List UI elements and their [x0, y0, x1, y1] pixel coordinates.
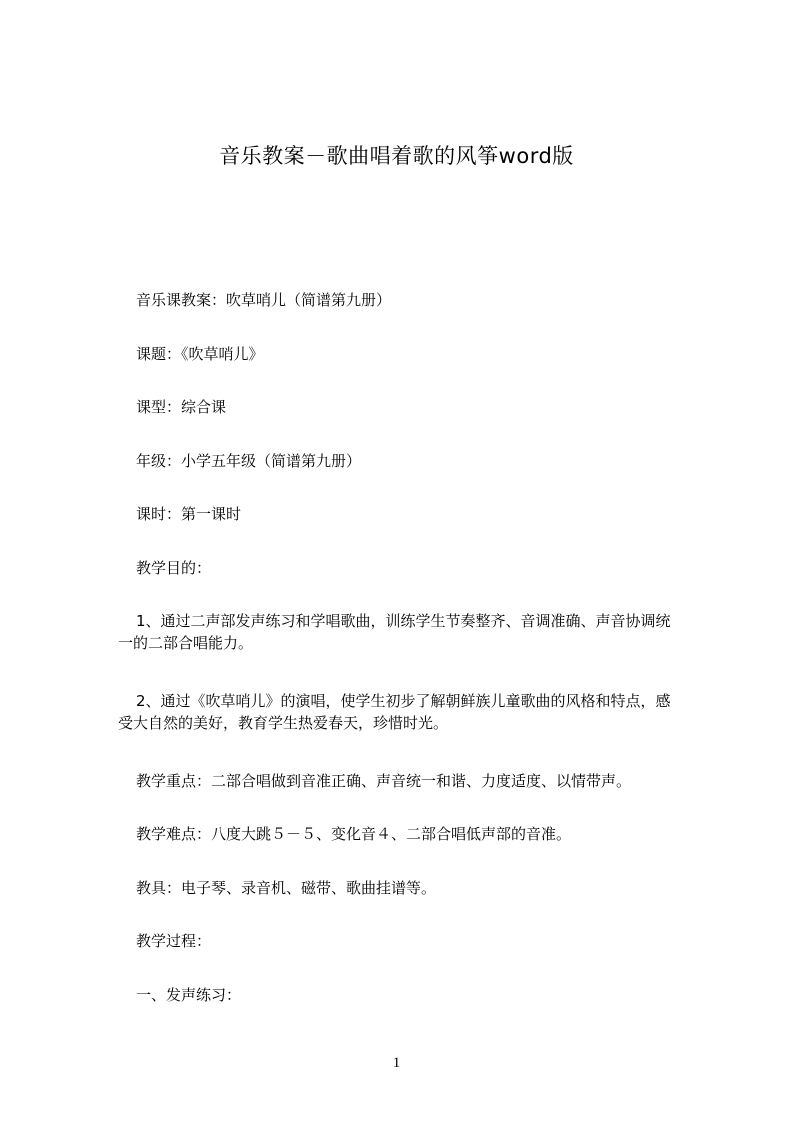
- objective-2-line-1: 2、通过《吹草哨儿》的演唱，使学生初步了解朝鲜族儿童歌曲的风格和特点，感: [136, 692, 671, 710]
- paragraph-objective-1: [118, 610, 713, 654]
- paragraph-class-hour: 课时：第一课时: [136, 505, 242, 523]
- paragraph-teaching-objectives-heading: 教学目的：: [136, 559, 212, 577]
- paragraph-lesson-type: 课型：综合课: [136, 398, 227, 416]
- objective-2-line-2: 受大自然的美好，教育学生热爱春天，珍惜时光。: [118, 714, 449, 732]
- paragraph-difficulties: 教学难点：八度大跳５－５、变化音４、二部合唱低声部的音准。: [136, 825, 572, 843]
- paragraph-section-vocal-exercise: 一、发声练习：: [136, 986, 242, 1004]
- paragraph-grade: 年级：小学五年级（简谱第九册）: [136, 452, 362, 470]
- paragraph-teaching-aids: 教具：电子琴、录音机、磁带、歌曲挂谱等。: [136, 879, 437, 897]
- paragraph-topic: 课题：《吹草哨儿》: [136, 345, 264, 363]
- paragraph-course-plan: 音乐课教案：吹草哨儿（简谱第九册）: [136, 291, 392, 309]
- objective-1-line-1: 1、通过二声部发声练习和学唱歌曲，训练学生节奏整齐、音调准确、声音协调统: [136, 612, 671, 630]
- document-title: 音乐教案－歌曲唱着歌的风筝word版: [219, 144, 574, 168]
- paragraph-objective-2: [118, 690, 713, 734]
- page-number: 1: [392, 1055, 401, 1071]
- paragraph-key-points: 教学重点：二部合唱做到音准正确、声音统一和谐、力度适度、以情带声。: [136, 772, 632, 790]
- paragraph-teaching-process-heading: 教学过程：: [136, 932, 212, 950]
- objective-1-line-2: 一的二部合唱能力。: [118, 634, 254, 652]
